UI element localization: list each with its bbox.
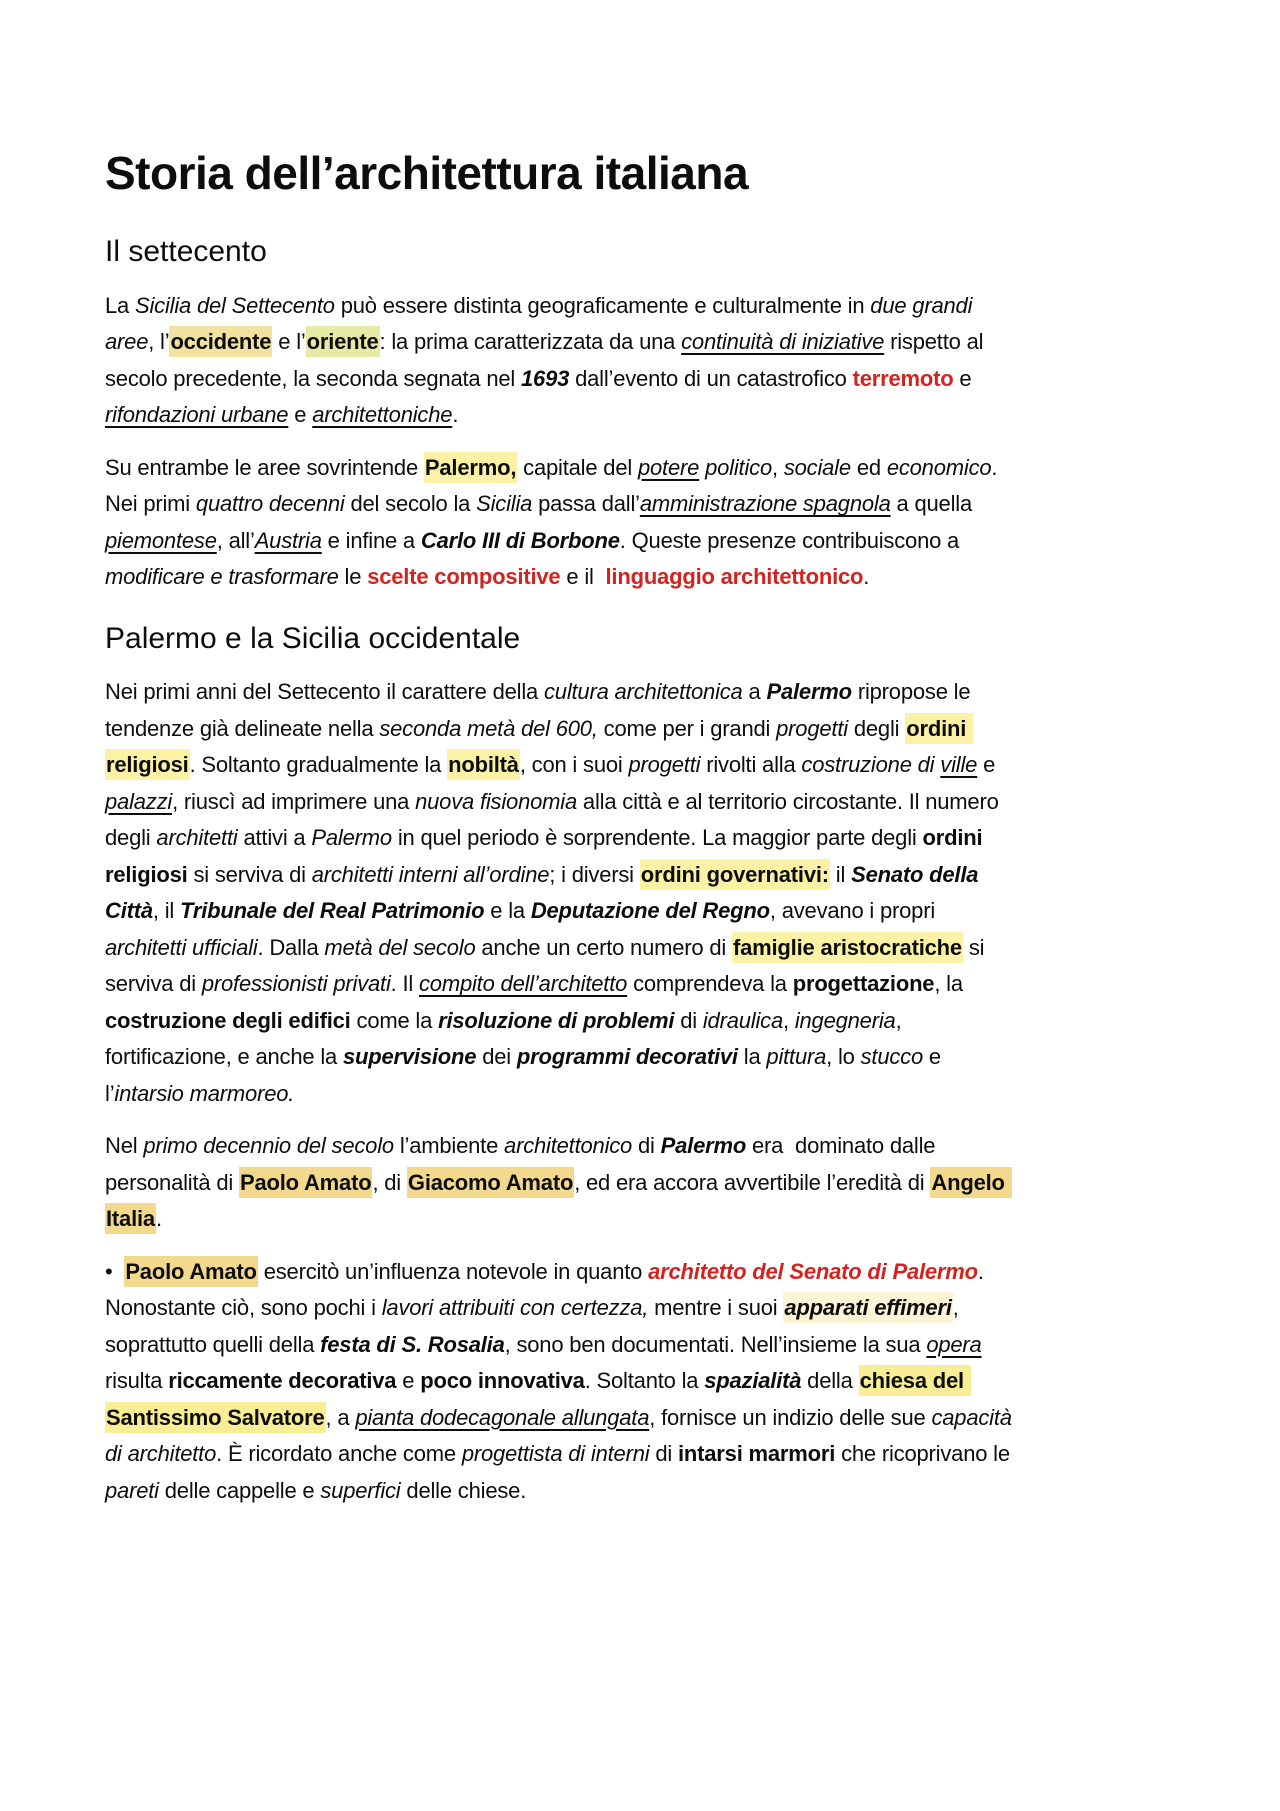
text-run: ingegneria bbox=[794, 1007, 896, 1033]
text-run: rifondazioni urbane bbox=[105, 402, 289, 428]
text-run: , l’ bbox=[148, 329, 170, 355]
document-title: Storia dell’architettura italiana bbox=[105, 147, 749, 199]
text-run: architetti interni all’ordine bbox=[311, 861, 550, 887]
text-run: . bbox=[155, 1206, 162, 1232]
text-run: pittura bbox=[766, 1044, 827, 1070]
text-run: , ed era accora avvertibile l’eredità di bbox=[574, 1169, 931, 1195]
text-run: e bbox=[953, 365, 978, 391]
text-run: Paolo Amato bbox=[124, 1256, 257, 1287]
text-run: attivi a bbox=[237, 825, 312, 851]
text-run: spazialità bbox=[704, 1368, 802, 1394]
text-run: quattro decenni bbox=[195, 491, 345, 517]
text-run: Palermo bbox=[311, 825, 392, 851]
text-run: anche un certo numero di bbox=[475, 934, 732, 960]
text-run: potere bbox=[637, 454, 700, 480]
text-run: costruzione di bbox=[801, 752, 935, 778]
text-run: politico bbox=[705, 454, 772, 480]
text-run: , fortificazione, e anche la bbox=[105, 1007, 908, 1070]
text-run: poco innovativa bbox=[420, 1368, 585, 1394]
text-run: oriente bbox=[306, 326, 380, 357]
text-run: , di bbox=[372, 1169, 407, 1195]
text-run: pareti bbox=[105, 1477, 159, 1503]
text-run: superfici bbox=[320, 1477, 401, 1503]
text-run: . Queste presenze contribuiscono a bbox=[619, 527, 966, 553]
text-run: architetti ufficiali bbox=[105, 934, 258, 960]
text-run: opera bbox=[926, 1331, 982, 1357]
text-run: sociale bbox=[783, 454, 851, 480]
text-run: Paolo Amato bbox=[239, 1167, 372, 1198]
text-run: compito dell’architetto bbox=[418, 971, 628, 997]
text-run: ed bbox=[850, 454, 887, 480]
text-run: Carlo III di Borbone bbox=[420, 527, 620, 553]
text-run: che ricoprivano le bbox=[835, 1441, 1016, 1467]
text-run: cultura architettonica bbox=[544, 679, 743, 705]
text-run: pianta dodecagonale allungata bbox=[355, 1404, 650, 1430]
text-run: di bbox=[674, 1007, 703, 1033]
text-run: Sicilia del Settecento bbox=[134, 292, 335, 318]
text-run: si serviva di bbox=[187, 861, 312, 887]
text-run: e l’ bbox=[105, 1044, 947, 1106]
text-run: . Nei primi bbox=[105, 454, 1004, 517]
text-run: e il bbox=[560, 564, 606, 590]
text-run: architettoniche bbox=[312, 402, 453, 428]
text-run: scelte compositive bbox=[367, 564, 561, 590]
text-run: Senato della Città bbox=[105, 861, 985, 924]
text-run: delle cappelle e bbox=[158, 1477, 321, 1503]
list-item-paolo-amato bbox=[105, 1254, 1018, 1510]
text-run: , fornisce un indizio delle sue bbox=[649, 1404, 932, 1430]
text-run: nobiltà bbox=[447, 749, 520, 780]
text-run: progettista di interni bbox=[461, 1441, 650, 1467]
text-run: esercitò un’influenza notevole in quanto bbox=[257, 1258, 649, 1284]
text-run: risoluzione di problemi bbox=[438, 1007, 675, 1033]
text-run: : la prima caratterizzata da una bbox=[379, 329, 682, 355]
text-run: Austria bbox=[254, 527, 322, 553]
text-run: . È ricordato anche come bbox=[216, 1441, 462, 1467]
text-run: alla città e al territorio circostante. Il numero degli bbox=[105, 788, 1005, 851]
text-run: come per i grandi bbox=[597, 715, 777, 741]
text-run: , a bbox=[325, 1404, 356, 1430]
text-run: , all’ bbox=[216, 527, 255, 553]
text-run: professionisti privati bbox=[201, 971, 391, 997]
text-run: , con i suoi bbox=[519, 752, 629, 778]
text-run: ripropose le tendenze già delineate nella bbox=[105, 679, 977, 741]
text-run: . bbox=[863, 564, 870, 590]
text-run: rivolti alla bbox=[700, 752, 802, 778]
text-run: linguaggio architettonico bbox=[605, 564, 864, 590]
text-run: supervisione bbox=[342, 1044, 477, 1070]
text-run: di bbox=[649, 1441, 678, 1467]
text-run: architettonico bbox=[504, 1133, 633, 1159]
text-run: comprendeva la bbox=[627, 971, 793, 997]
text-run: dei bbox=[476, 1044, 517, 1070]
text-run: Su entrambe le aree sovrintende bbox=[105, 454, 424, 480]
text-run: . Soltanto gradualmente la bbox=[189, 752, 448, 778]
text-run: del secolo la bbox=[344, 491, 477, 517]
text-run: rispetto al secolo precedente, la seconda segnata nel bbox=[105, 329, 990, 391]
text-run: idraulica bbox=[702, 1007, 783, 1033]
text-run: continuità di iniziative bbox=[681, 329, 885, 355]
text-run: architetti bbox=[156, 825, 238, 851]
text-run: e la bbox=[484, 898, 531, 924]
text-run: stucco bbox=[860, 1044, 924, 1070]
text-run: e bbox=[396, 1368, 421, 1394]
text-run: , soprattutto quelli della bbox=[105, 1295, 965, 1357]
text-run: famiglie aristocratiche bbox=[732, 932, 963, 963]
text-run: e bbox=[977, 752, 1002, 778]
text-run: lavori attribuiti con certezza, bbox=[381, 1295, 649, 1321]
text-run: programmi decorativi bbox=[516, 1044, 738, 1070]
text-run: ; i diversi bbox=[549, 861, 640, 887]
text-run: intarsio marmoreo. bbox=[114, 1080, 295, 1106]
text-run: mentre i suoi bbox=[648, 1295, 784, 1321]
text-run: modificare e trasformare bbox=[105, 564, 339, 590]
text-run: chiesa del Santissimo Salvatore bbox=[105, 1365, 971, 1433]
text-run: Deputazione del Regno bbox=[530, 898, 770, 924]
text-run: progetti bbox=[776, 715, 848, 741]
paragraph-primo-decennio bbox=[105, 1128, 1015, 1238]
text-run: era dominato dalle personalità di bbox=[105, 1133, 942, 1195]
text-run: primo decennio del secolo bbox=[143, 1133, 394, 1159]
text-run: e bbox=[288, 402, 313, 428]
text-run: Sicilia bbox=[476, 491, 533, 517]
text-run: Palermo, bbox=[424, 452, 517, 483]
text-run: il bbox=[829, 861, 852, 887]
text-run: Palermo bbox=[660, 1133, 747, 1159]
text-run: . Il bbox=[390, 971, 419, 997]
text-run: e l’ bbox=[272, 329, 306, 355]
text-run: , avevano i propri bbox=[769, 898, 941, 924]
text-run: , lo bbox=[826, 1044, 861, 1070]
text-run: progetti bbox=[628, 752, 701, 778]
text-run: capitale del bbox=[517, 454, 638, 480]
paragraph-cultura-architettonica bbox=[105, 674, 1015, 1112]
text-run: della bbox=[801, 1368, 859, 1394]
text-run: ville bbox=[940, 752, 978, 778]
text-run: , riuscì ad imprimere una bbox=[172, 788, 416, 814]
text-run: in quel periodo è sorprendente. La maggior parte degli bbox=[391, 825, 923, 851]
text-run: terremoto bbox=[852, 365, 954, 391]
text-run: , bbox=[782, 1007, 795, 1033]
text-run: riccamente decorativa bbox=[168, 1368, 397, 1394]
text-run: a quella bbox=[890, 491, 978, 517]
text-run: occidente bbox=[169, 326, 272, 357]
text-run: nuova fisionomia bbox=[415, 788, 577, 814]
text-run: capacità di architetto bbox=[105, 1404, 1018, 1467]
text-run: . Dalla bbox=[257, 934, 325, 960]
text-run: costruzione degli edifici bbox=[105, 1007, 351, 1033]
text-run: , sono ben documentati. Nell’insieme la sua bbox=[504, 1331, 927, 1357]
text-run: . Soltanto la bbox=[584, 1368, 705, 1394]
text-run: degli bbox=[847, 715, 906, 741]
text-run: dall’evento di un catastrofico bbox=[569, 365, 853, 391]
text-run: intarsi marmori bbox=[678, 1441, 836, 1467]
text-run: si serviva di bbox=[105, 934, 991, 997]
text-run: ordini religiosi bbox=[105, 825, 989, 887]
text-run: e infine a bbox=[321, 527, 421, 553]
text-run: , bbox=[771, 454, 784, 480]
text-run: Tribunale del Real Patrimonio bbox=[180, 898, 485, 924]
text-run: . bbox=[452, 402, 459, 428]
text-run: 1693 bbox=[521, 365, 570, 391]
text-run: progettazione bbox=[792, 971, 935, 997]
paragraph-sicilia-due-aree bbox=[105, 288, 1015, 434]
paragraph-palermo-capitale bbox=[105, 450, 1015, 596]
text-run: festa di S. Rosalia bbox=[320, 1331, 505, 1357]
text-run: . Nonostante ciò, sono pochi i bbox=[105, 1258, 990, 1321]
text-run: Angelo Italia bbox=[105, 1167, 1012, 1235]
text-run: Palermo bbox=[766, 679, 852, 705]
text-run: , la bbox=[934, 971, 969, 997]
text-run: può essere distinta geograficamente e culturalmente in bbox=[334, 292, 871, 318]
text-run: apparati effimeri bbox=[783, 1292, 952, 1323]
text-run: ordini governativi: bbox=[640, 859, 830, 890]
text-run: l’ambiente bbox=[393, 1133, 505, 1159]
text-run: La bbox=[105, 292, 135, 318]
section-il-settecento bbox=[105, 233, 1280, 596]
text-run: • bbox=[105, 1258, 125, 1284]
text-run: metà del secolo bbox=[324, 934, 476, 960]
heading-palermo-sicilia-occidentale: Palermo e la Sicilia occidentale bbox=[105, 621, 521, 655]
text-run: la bbox=[737, 1044, 767, 1070]
text-run: come la bbox=[350, 1007, 439, 1033]
text-run: Nei primi anni del Settecento il carattere della bbox=[105, 679, 544, 705]
heading-il-settecento: Il settecento bbox=[105, 235, 267, 269]
text-run: palazzi bbox=[105, 788, 173, 814]
text-run: le bbox=[338, 564, 368, 590]
text-run: risulta bbox=[105, 1331, 988, 1394]
text-run: passa dall’ bbox=[532, 491, 640, 517]
section-palermo-sicilia-occidentale bbox=[105, 620, 1280, 1510]
text-run: Giacomo Amato bbox=[407, 1167, 574, 1198]
text-run: due grandi aree bbox=[105, 292, 979, 355]
text-run: architetto del Senato di Palermo bbox=[648, 1258, 978, 1284]
text-run: seconda metà del 600, bbox=[379, 715, 598, 741]
text-run: di bbox=[632, 1133, 661, 1159]
text-run: delle chiese. bbox=[400, 1477, 527, 1503]
text-run: a bbox=[742, 679, 767, 705]
text-run: , il bbox=[152, 898, 181, 924]
text-run: ordini religiosi bbox=[105, 713, 973, 781]
text-run: economico bbox=[886, 454, 992, 480]
text-run: Nel bbox=[105, 1133, 144, 1159]
text-run: amministrazione spagnola bbox=[639, 491, 891, 517]
text-run: piemontese bbox=[105, 527, 217, 553]
